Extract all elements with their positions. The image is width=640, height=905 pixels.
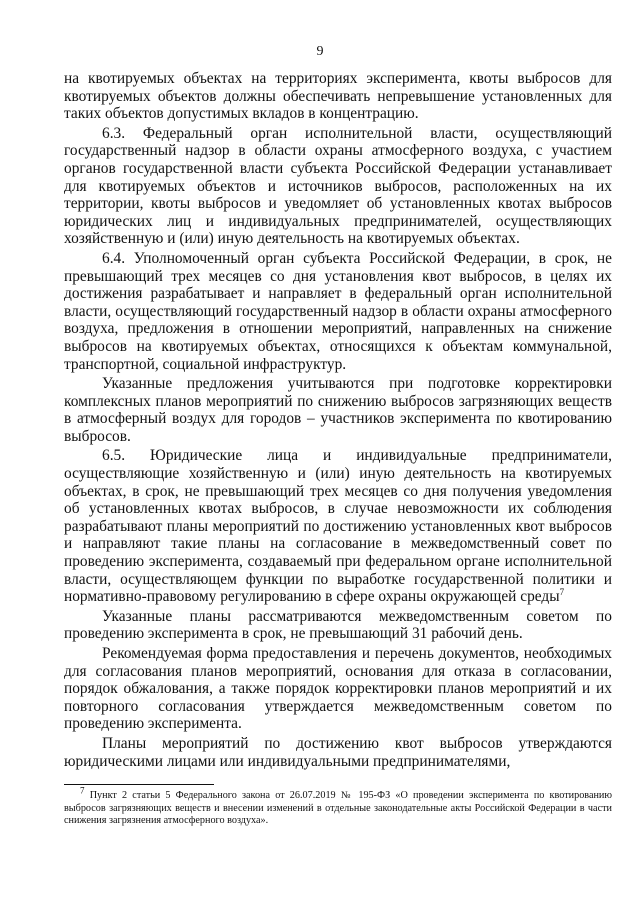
paragraph-6-3: 6.3. Федеральный орган исполнительной власти, осуществляющий государственный надзор в области охраны атмосферного воздуха, с участием органов государственной власти субъекта Российской Федерации устанавливает для квотируемых объектов и источников выбросов, расположенных на их территории, квоты выбросов и уведомляет об установленных квотах выбросов юридических лиц и индивидуальных предпринимателей, осуществляющих хозяйственную и (или) иную деятельность на квотируемых объектах. [64,124,612,248]
footnote-reference: 7 [559,587,565,598]
paragraph-plans-review: Указанные планы рассматриваются межведомственным советом по проведению эксперимента в срок, не превышающий 31 рабочий день. [64,607,612,643]
footnote-number: 7 [80,785,85,796]
paragraph-6-4: 6.4. Уполномоченный орган субъекта Российской Федерации, в срок, не превышающий трех месяцев со дня установления квот выбросов, в целях их достижения разрабатывает и направляет в федеральный орган исполнительной власти, осуществляющий государственный надзор в области охраны атмосферного воздуха, предложения в отношении мероприятий, направленных на снижение выбросов на квотируемых объектах, относящихся к объектам коммунальной, транспортной, социальной инфраструктур. [64,249,612,373]
footnote [64,785,612,828]
paragraph-proposals: Указанные предложения учитываются при подготовке корректировки комплексных планов мероприятий по снижению выбросов загрязняющих веществ в атмосферный воздух для городов – участников эксперимента по квотированию выбросов. [64,375,612,445]
paragraph-plans-approval: Планы мероприятий по достижению квот выбросов утверждаются юридическими лицами или индивидуальными предпринимателями, [64,734,612,770]
footnote-text: Пункт 2 статьи 5 Федерального закона от 26.07.2019 № 195-ФЗ «О проведении эксперимента по квотированию выбросов загрязняющих веществ и внесении изменений в отдельные законодательные акты Российской Федерации в части снижения загрязнения атмосферного воздуха». [64,790,612,827]
paragraph-6-5 [64,447,612,605]
paragraph-recommended-form: Рекомендуемая форма предоставления и перечень документов, необходимых для согласования планов мероприятий, основания для отказа в согласовании, порядок обжалования, а также порядок корректировки планов мероприятий и их повторного согласования утверждается межведомственным советом по проведению эксперимента. [64,645,612,733]
paragraph-6-5-text: 6.5. Юридические лица и индивидуальные предприниматели, осуществляющие хозяйственную и (или) иную деятельность на квотируемых объектах, в срок, не превышающий трех месяцев со дня получения уведомления об установленных квотах выбросов, в случае невозможности их соблюдения разрабатывают планы мероприятий по достижению установленных квот выбросов и направляют такие планы на согласование в межведомственный совет по проведению эксперимента, создаваемый при федеральном органе исполнительной власти, осуществляющем функции по выработке государственной политики и нормативно-правовому регулированию в сфере охраны окружающей среды [64,447,612,606]
paragraph-continuation: на квотируемых объектах на территориях эксперимента, квоты выбросов для квотируемых объектов должны обеспечивать непревышение установленных для таких объектов допустимых вкладов в концентрацию. [64,70,612,123]
footnote-divider [64,784,214,785]
page-number: 9 [316,44,324,59]
body-text [64,70,612,770]
